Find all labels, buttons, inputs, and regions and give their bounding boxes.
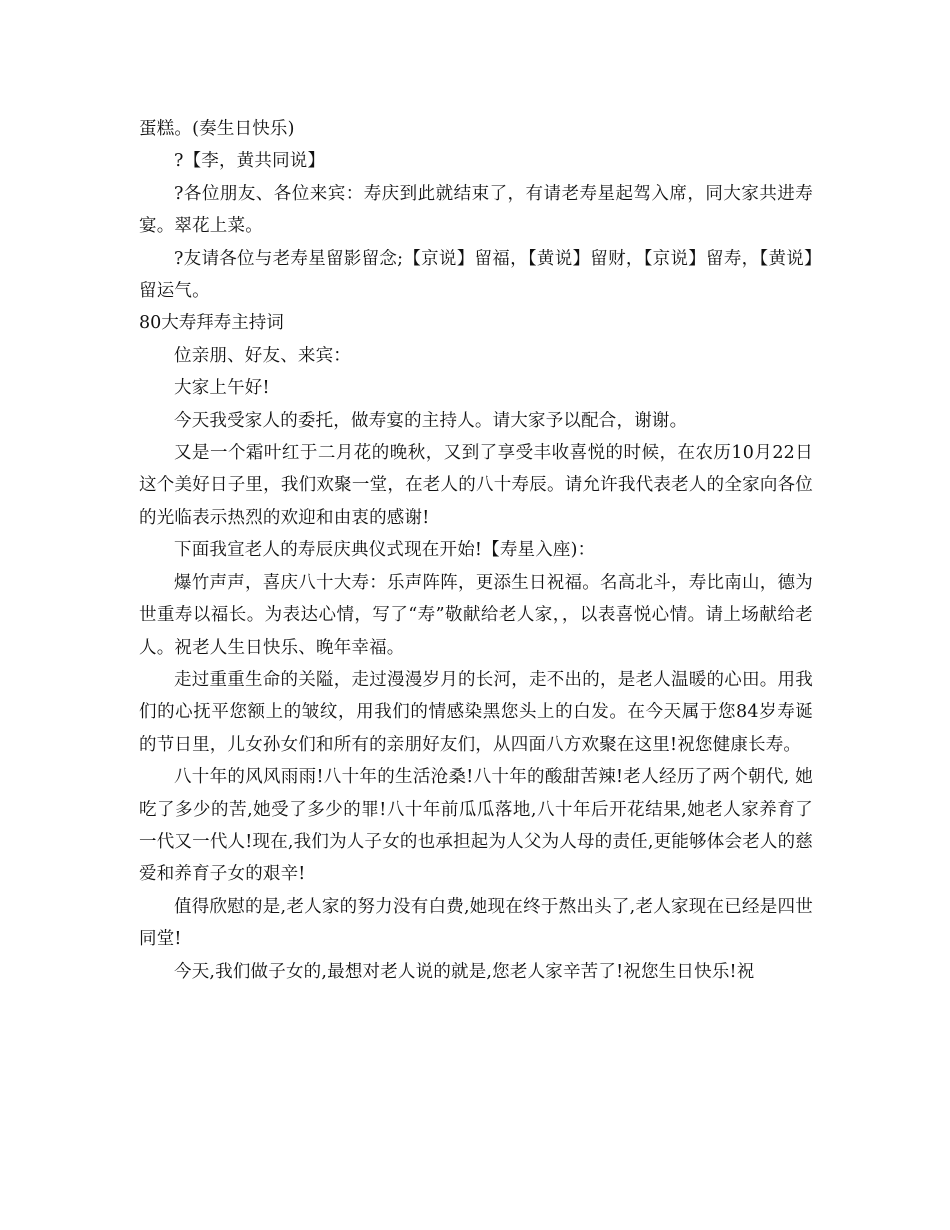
paragraph: 走过重重生命的关隘，走过漫漫岁月的长河，走不出的，是老人温暖的心田。用我们的心抚平您额上的皱纹，用我们的情感染黑您头上的白发。在今天属于您84岁寿诞的节日里，儿女孙女们和所有的亲朋好友们，从四面八方欢聚在这里!祝您健康长寿。 <box>139 669 813 755</box>
paragraph: 爆竹声声，喜庆八十大寿：乐声阵阵，更添生日祝福。名高北斗，寿比南山，德为世重寿以福长。为表达心情，写了“寿”敬献给老人家，，以表喜悦心情。请上场献给老人。祝老人生日快乐、晚年幸福。 <box>139 572 813 658</box>
paragraph: 位亲朋、好友、来宾： <box>174 345 351 366</box>
section-heading: 80大寿拜寿主持词 <box>139 313 284 334</box>
paragraph: 蛋糕。(奏生日快乐) <box>139 119 295 139</box>
paragraph: 下面我宣老人的寿辰庆典仪式现在开始!【寿星入座)： <box>174 540 596 561</box>
paragraph: 八十年的风风雨雨!八十年的生活沧桑!八十年的酸甜苦辣!老人经历了两个朝代, 她吃了多少的苦,她受了多少的罪!八十年前瓜瓜落地,八十年后开花结果,她老人家养育了一代又一代人!现在,我们为人子女的也承担起为人父为人母的责任,更能够体会老人的慈爱和养育子女的艰辛! <box>139 767 813 885</box>
paragraph: ?各位朋友、各位来宾：寿庆到此就结束了，有请老寿星起驾入席，同大家共进寿宴。翠花上菜。 <box>139 183 813 237</box>
paragraph: 今天,我们做子女的,最想对老人说的就是,您老人家辛苦了!祝您生日快乐!祝 <box>174 961 755 982</box>
paragraph: ?友请各位与老寿星留影留念;【京说】留福，【黄说】留财，【京说】留寿，【黄说】留运气。 <box>139 248 813 302</box>
paragraph: 大家上午好! <box>174 378 270 399</box>
document-body <box>139 113 813 988</box>
paragraph: ?【李，黄共同说】 <box>174 151 326 172</box>
paragraph: 值得欣慰的是,老人家的努力没有白费,她现在终于熬出头了,老人家现在已经是四世同堂! <box>139 896 813 950</box>
paragraph: 今天我受家人的委托，做寿宴的主持人。请大家予以配合，谢谢。 <box>174 410 688 431</box>
paragraph: 又是一个霜叶红于二月花的晚秋，又到了享受丰收喜悦的时候，在农历10月22日这个美好日子里，我们欢聚一堂，在老人的八十寿辰。请允许我代表老人的全家向各位的光临表示热烈的欢迎和由衷的感谢! <box>139 443 813 528</box>
